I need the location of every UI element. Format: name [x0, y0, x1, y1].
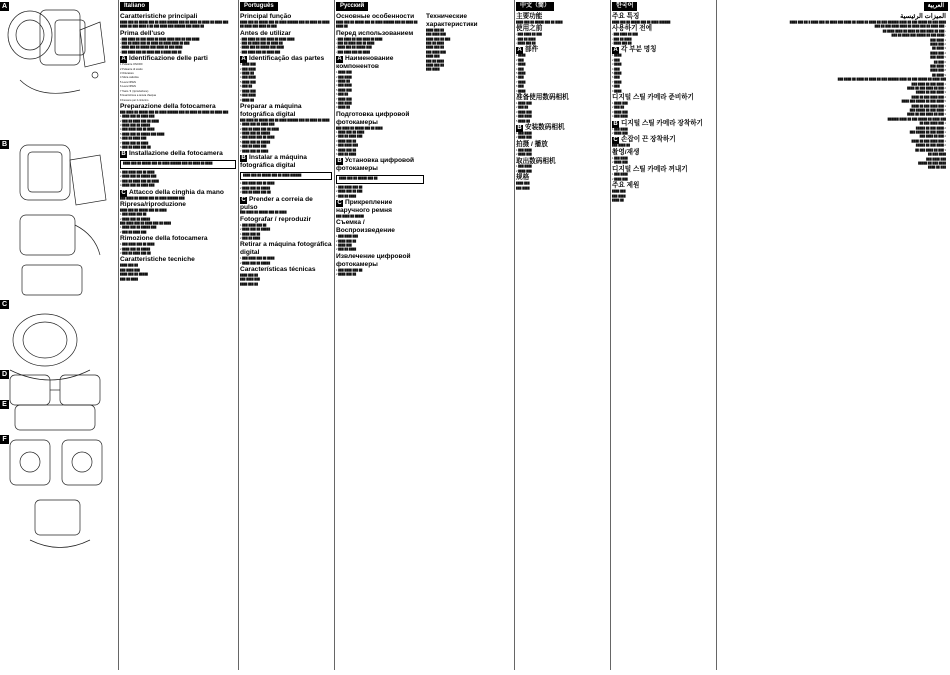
column-divider [610, 0, 611, 670]
section-heading: Principal função [240, 13, 292, 20]
portugues-column: Português Principal função ████ ███ ██ █████ ███ ██ ████ ██████ ███ ██ ████ ██ ████ ██ ████ ███ ████ ██ ███ Antes de utilizar • ███ ████ ██ ███ ████ ██ ████ ████ • ███ ██ ████ ███ ██ ████ ██ • ████ ███ ██ █████ ███ ████ • ███ ████ ███ ██ ████ ███ A Identificação das partes 1 ████ ███ 2 ███ ████ 3 ████ ██ 4 ███ ████ 5 ████ ███ 6 ███ ██ 7 ████ ███ 8 ███ ████ 9 ████ ██ Preparar a máquina fotográfica digital ███ ████ ██ █████ ███ ██ ████ ██████ ███ ██ ████ ██ ████ 1 ████ ███ ██ ████ ███ 2 ███ ██ ████ ███ ██ ████ 3 ████ ███ ██ █████ 4 ███ ████ ███ ██ ████ 5 ████ ███ ██ █████ 6 ███ ██ ████ ███ 7 ████ ███ ██ ████ B Instalar a máquina fotográfica digital ████ ███ ██ █████ ███ ██ ████ ██████ 1 ███ ████ ███ ██ ████ 2 ████ ███ ██ █████ 3 ███ ██ ████ ███ ██ C Prender a correia de pulso ███ ████ ██ █████ ███ ██ ████ Fotografar / reproduzir 1 ███ ████ ███ ██ 2 ████ ███ ██ █████ 1 ████ ███ ██ 2 ███ ██ ████ Retirar a máquina fotográfica digital 1 ███ ████ ███ ██ ████ 2 ████ ███ ██ █████ Características técnicas ████ ███ ██ ███ ████ ███ ████ ███ ██ [240, 3, 332, 286]
section-heading: الميزات الرئيسية [900, 13, 946, 20]
section-heading: A 각 부분 명칭 [613, 46, 657, 54]
language-badge: العربية [924, 2, 948, 11]
section-heading: Retirar a máquina fotográfica digital [240, 241, 332, 257]
column-divider [514, 0, 515, 670]
section-heading: B Instalar a máquina fotográfica digital [240, 153, 307, 169]
figure-label-f: F [0, 435, 9, 444]
section-heading: Rimozione della fotocamera [120, 235, 208, 243]
language-badge: 中文（简） [516, 2, 554, 11]
italiano-column: Italiano Caratteristiche principali ████ ███ ██ █████ ███ ██ ████ ██████ ███ ██ ████ ██ ████ ██ ████ ███ ████ ██ ███ ████ █ ██ ███ ████ ███ ██████ ███ ████ ██ Prima dell'uso • ███ ████ ██ ███ ████ ██ ████ ████ ███ ██ ███ ████ • ███ ██ ████ ███ ██ ████ ██ ████ ████ ██ ███ • ████ ███ ██ █████ ███ ████ ██ ███ ████ • ███ ████ ███ ██ ████ ███ █ ████ ███ ██ A Identificazione delle parti 1 Pulsante ON/OFF 2 Pulsante di scatto 3 Otturatore 4 Sfera cattolica 5 Leva OPEN 6 Leva OPEN 7 Tasto ▼ (riproduzione) 8 Guarnizione a tenuta d'acqua 9 Fessure per il cinturino Preparazione della fotocamera ███ ████ ██ █████ ███ ██ ████ ██████ ███ ██ ████ ██ ████ ██ ████ ███ 1 ████ ███ ██ ████ ███ 2 ███ ██ ████ ███ ██ ████ 3 ████ ███ ██ █████ 4 ███ ████ ███ ██ ████ 5 ████ ███ ██ █████ ███ ████ 6 ███ ██ ████ ███ 7 ████ ███ ██ ████ 8 ███ ██ ████ ███ ██ B Installazione della fotocamera ████ ███ ██ █████ ███ ██ ████ ██████ ███ ██ ████ ██ ████ 1 ███ ████ ███ ██ ████ 2 ████ ███ ██ █████ ███ 3 ███ ██ ████ ███ ██ ████ 4 ████ ███ ██ ████ ███ C Attacco della cinghia da mano ███ ████ ██ █████ ███ ██ ████ ██████ ███ Ripresa/riproduzione ████ ███ ██ █████ ███ ██ ████ 1 ███ ████ ███ ██ 2 ████ ███ ██ █████ ███ ████ ███ ██ ████ ███ ██ ████ 1 ████ ███ ██ █████ ███ 2 ███ ██ ████ ███ Rimozione della fotocamera 1 ███ ████ ███ ██ ████ 2 ████ ███ ██ █████ 3 ███ ██ ████ ███ ██ Caratteristiche tecniche ████ ███ ██ ███ ████ ███ ████ ███ ██ █████ ███ ██ ████ [120, 0, 238, 670]
section-heading: A Наименование компонентов [336, 55, 394, 71]
language-badge: 한국어 [612, 2, 637, 11]
figure-label-d: D [1, 371, 8, 378]
column-divider [118, 0, 119, 670]
figure-label-b: B [1, 141, 8, 148]
section-heading: 주요 제원 [612, 182, 640, 190]
column-divider [238, 0, 239, 670]
korean-column: 한국어 주요 특징 ████ ███ ██ █████ ███ ██ ████ ██████ 사용하기 전에 • ███ ████ ██ ███ • ███ ██ ████ • ████ ███ ██ A 각 부분 명칭 1 ████ 2 ███ 3 ████ 4 ███ 5 ████ 6 ███ 7 ████ 8 ███ 9 ████ 디지털 스틸 카메라 준비하기 1 ████ ███ 2 ███ ██ 3 ████ ███ 4 ███ ████ B 디지털 스틸 카메라 장착하기 1 ███ ████ 2 ████ ███ C 손잡이 끈 장착하기 ███ ████ ██ 촬영/재생 1 ███ ████ 2 ████ ███ 디지털 스틸 카메라 꺼내기 1 ███ ████ 2 ████ ███ 주요 제원 ████ ███ ███ ████ ████ ██ [612, 0, 716, 670]
section-heading: Características técnicas [240, 265, 316, 273]
section-heading: 디지털 스틸 카메라 준비하기 [612, 94, 694, 102]
section-heading: B 디지털 스틸 카메라 장착하기 [613, 119, 703, 127]
section-heading: 拍摄 / 播放 [516, 140, 548, 148]
section-heading: C Prender a correia de pulso [240, 195, 313, 211]
figure-label-e: E [0, 400, 9, 409]
section-heading: 规格 [516, 174, 530, 182]
section-heading: Технические характеристики [426, 13, 478, 28]
section-heading: C Attacco della cinghia da mano [121, 188, 224, 196]
column-divider [716, 0, 717, 670]
language-badge: Italiano [120, 2, 149, 11]
section-heading: 主要功能 [516, 13, 543, 20]
section-heading: Preparazione della fotocamera [120, 102, 216, 110]
language-badge: Português [240, 2, 278, 11]
section-heading: Основные особенности [336, 13, 415, 20]
section-heading: 取出数码相机 [516, 157, 556, 165]
russian-column: Русский Основные особенности ████ ███ ██ █████ ███ ██ ████ ██████ ███ ██ ████ ██ ████ ██ Перед использованием • ███ ████ ██ ███ ████ ██ ████ • ███ ██ ████ ███ ██ ████ • ████ ███ ██ █████ ███ • ███ ████ ███ ██ ████ A Наименование компонентов 1 ████ ███ 2 ███ ████ 3 ████ ██ 4 ███ ████ 5 ████ ███ 6 ███ ██ 7 ████ ███ 8 ███ ████ 9 ████ ██ Подготовка цифровой фотокамеры ███ ████ ██ █████ ███ ██ ████ 1 ████ ███ ██ ████ 2 ███ ██ ████ ███ 3 ████ ███ ██ 4 ███ ████ ███ 5 ████ ███ ██ 6 ███ ██ ████ B Установка цифровой фотокамеры ████ ███ ██ █████ ███ ██ 1 ███ ████ ███ ██ 2 ████ ███ ██ ███ 3 ███ ██ ████ C Прикрепление наручного ремня ███ ████ ██ █████ Съемка / Воспроизведение 1 ███ ████ ███ 2 ████ ███ ██ 1 ████ ███ 2 ███ ██ ████ Извлечение цифровой фотокамеры 1 ███ ████ ███ ██ 2 ████ ███ ██ Технические характеристики ████ ███ ██ ███ ████ ███ ████ ███ ██ ███ ███ ██ ████ ████ ███ ██ ███ ████ ███ ████ ███ ███ ██ ████ ████ ███ ██ ███ ████ [336, 0, 514, 670]
section-heading: 디지털 스틸 카메라 꺼내기 [612, 165, 688, 173]
arabic-column: العربية الميزات الرئيسية ████ ███ ██ █████ ███ ██ ████ ██████ ███ ██ ████ ██ ████ ██ ████ ███ ████ ██ ███ ████ █ ██ ███ ████ • ███ ████ ██ ███ ████ ██ ████ ████ ███ ██ ███ • ███ ██ ████ ███ ██ ████ ██ ████ ████ ██ • ████ ███ ██ █████ ███ ████ ██ ███ 1 ████ ███ 2 ███ ████ 3 ████ ██ 4 ███ ████ 5 ████ ███ 6 ███ ██ 7 ████ ███ 8 ███ ████ 9 ████ ██ ███ ████ ██ █████ ███ ██ ████ ██████ ███ ██ ████ ██ ████ ██ ████ ███ 1 ████ ███ ██ ████ ███ 2 ███ ██ ████ ███ ██ ████ 3 ████ ███ ██ █████ 4 ███ ████ ███ ██ ████ 5 ████ ███ ██ █████ ███ ████ 1 ███ ████ ███ ██ ████ 2 ████ ███ ██ █████ ███ 3 ███ ██ ████ ███ ██ ████ ███ ████ ██ █████ ███ ██ ████ ██████ 1 ███ ████ ███ ██ 2 ████ ███ ██ █████ 1 ████ ███ ██ █████ ███ 2 ███ ██ ████ ███ 1 ███ ████ ███ ██ ████ 2 ████ ███ ██ █████ 3 ███ ██ ████ ███ ██ ████ ███ ██ ███ ████ ███ ████ ███ ██ █████ ███ ██ ████ [718, 0, 950, 670]
section-heading: A Identificação das partes [241, 55, 325, 63]
section-heading: 准备使用数码相机 [516, 94, 569, 102]
section-heading: 주요 특징 [612, 13, 640, 20]
language-badge: Русский [336, 2, 368, 11]
column-divider [334, 0, 335, 670]
section-heading: 使用之前 [516, 25, 543, 33]
chinese-column: 中文（简） 主要功能 ████ ███ ██ █████ ███ ██ ████ 使用之前 • ███ ████ ██ ███ • ███ ██ ████ • ████ ███ ██ A 部件 1 ████ 2 ███ 3 ████ 4 ███ 5 ████ 6 ███ 7 ████ 8 ███ 9 ████ 准备使用数码相机 1 ████ ███ 2 ███ ██ 3 ████ ███ 4 ███ ████ 5 ████ ██ B 安装数码相机 1 ███ ████ 2 ████ ███ 拍摄 / 播放 1 ███ ████ 2 ████ ███ 取出数码相机 1 ███ ████ 2 ████ ███ 规格 ████ ███ ███ ████ [516, 0, 610, 670]
figure-label-c: C [1, 301, 8, 308]
illustrations-svg [0, 0, 118, 670]
section-heading: C Прикрепление наручного ремня [336, 199, 393, 214]
section-heading: B Установка цифровой фотокамеры [336, 157, 415, 173]
section-heading: Извлечение цифровой фотокамеры [336, 252, 411, 268]
section-heading: Preparar a máquina fotográfica digital [240, 102, 302, 118]
section-heading: Caratteristiche tecniche [120, 256, 195, 264]
section-heading: A Identificazione delle parti [121, 55, 208, 63]
section-heading: Ripresa/riproduzione [120, 200, 186, 208]
section-heading: Перед использованием [336, 29, 414, 37]
section-heading: Prima dell'uso [120, 29, 165, 37]
section-heading: 촬영/재생 [612, 148, 640, 156]
section-heading: Подготовка цифровой фотокамеры [336, 110, 410, 126]
section-heading: B 安装数码相机 [517, 124, 565, 132]
section-heading: Съемка / Воспроизведение [336, 219, 395, 235]
section-heading: 사용하기 전에 [612, 25, 653, 33]
section-heading: C 손잡이 끈 장착하기 [613, 136, 676, 144]
section-heading: Caratteristiche principali [120, 13, 198, 20]
figure-label-a: A [1, 3, 8, 10]
section-heading: Antes de utilizar [240, 29, 291, 37]
section-heading: A 部件 [517, 46, 539, 54]
illustrations-column [0, 0, 118, 670]
parts-list: 1 Pulsante ON/OFF 2 Pulsante di scatto 3 Otturatore 4 Sfera cattolica 5 Leva OPEN 6 Leva OPEN 7 Tasto ▼ (riproduzione) 8 Guarnizione a tenuta d'acqua 9 Fessure per il cinturino [120, 63, 156, 102]
section-heading: Fotografar / reproduzir [240, 215, 312, 223]
section-heading: B Installazione della fotocamera [121, 150, 223, 158]
